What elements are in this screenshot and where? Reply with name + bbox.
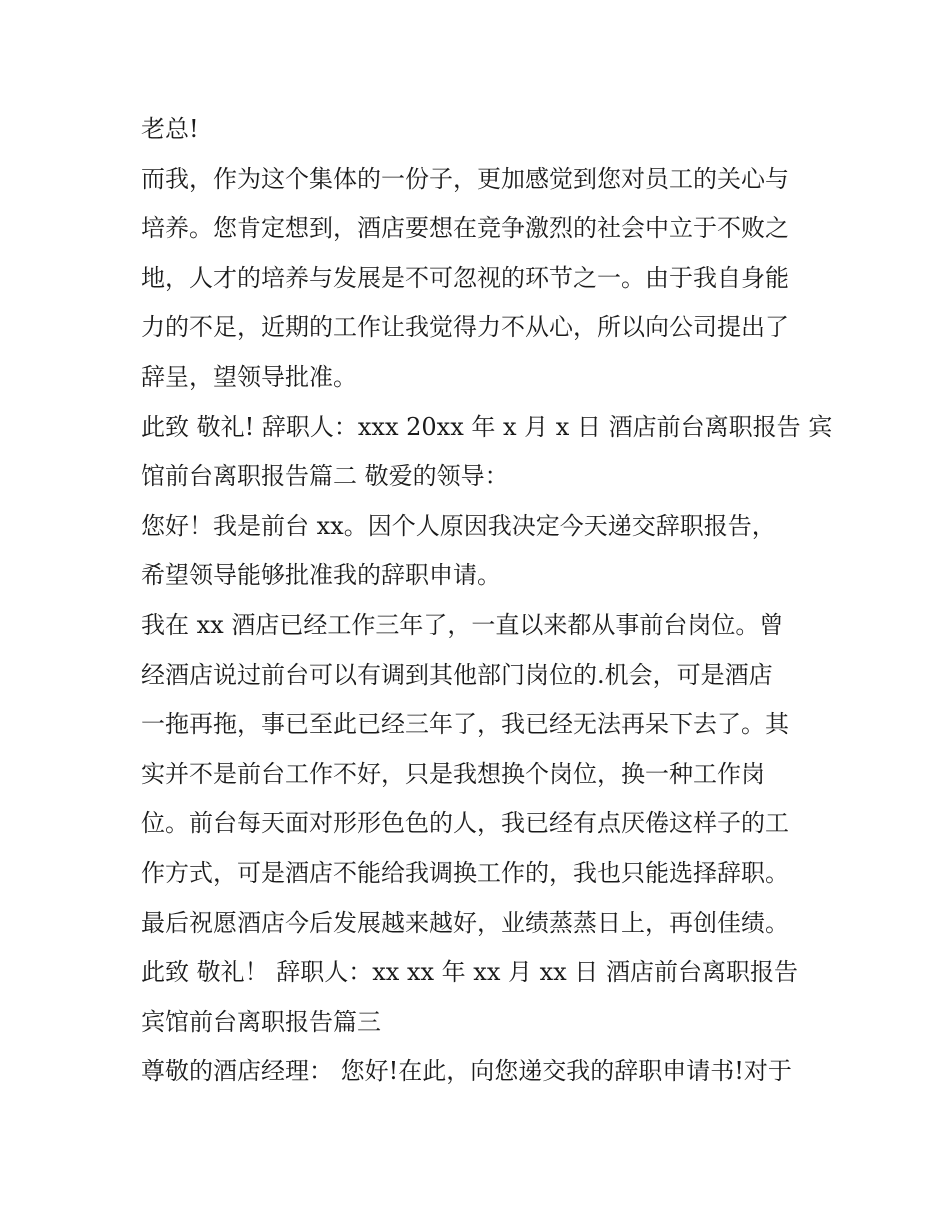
text-line: 馆前台离职报告篇二 敬爱的领导：	[141, 462, 509, 491]
text-line: 宾馆前台离职报告篇三	[141, 1007, 381, 1036]
text-line: 而我，作为这个集体的一份子，更加感觉到您对员工的关心与	[141, 164, 789, 193]
text-line: 经酒店说过前台可以有调到其他部门岗位的.机会，可是酒店	[141, 660, 773, 689]
text-line: 尊敬的酒店经理： 您好!在此，向您递交我的辞职申请书!对于	[141, 1057, 792, 1086]
text-line: 老总!	[141, 115, 199, 143]
text-line: 培养。您肯定想到，酒店要想在竞争激烈的社会中立于不败之	[141, 214, 789, 243]
text-line: 地，人才的培养与发展是不可忽视的环节之一。由于我自身能	[141, 263, 789, 292]
text-line: 位。前台每天面对形形色色的人，我已经有点厌倦这样子的工	[141, 809, 789, 838]
text-line: 我在 xx 酒店已经工作三年了，一直以来都从事前台岗位。曾	[141, 610, 784, 639]
text-line: 希望领导能够批准我的辞职申请。	[141, 561, 501, 590]
document-body	[141, 110, 833, 1091]
text-line: 您好！我是前台 xx。因个人原因我决定今天递交辞职报告，	[141, 511, 776, 540]
text-line: 此致 敬礼! 辞职人：xxx 20xx 年 x 月 x 日 酒店前台离职报告 宾	[141, 412, 833, 441]
text-line: 辞呈，望领导批准。	[141, 362, 357, 391]
text-line: 力的不足，近期的工作让我觉得力不从心，所以向公司提出了	[141, 313, 789, 342]
text-line: 最后祝愿酒店今后发展越来越好，业绩蒸蒸日上，再创佳绩。	[141, 908, 789, 937]
text-line: 作方式，可是酒店不能给我调换工作的，我也只能选择辞职。	[141, 858, 789, 887]
text-line: 一拖再拖，事已至此已经三年了，我已经无法再呆下去了。其	[141, 710, 789, 739]
text-line: 此致 敬礼！ 辞职人：xx xx 年 xx 月 xx 日 酒店前台离职报告	[141, 958, 798, 987]
text-line: 实并不是前台工作不好，只是我想换个岗位，换一种工作岗	[141, 759, 765, 788]
